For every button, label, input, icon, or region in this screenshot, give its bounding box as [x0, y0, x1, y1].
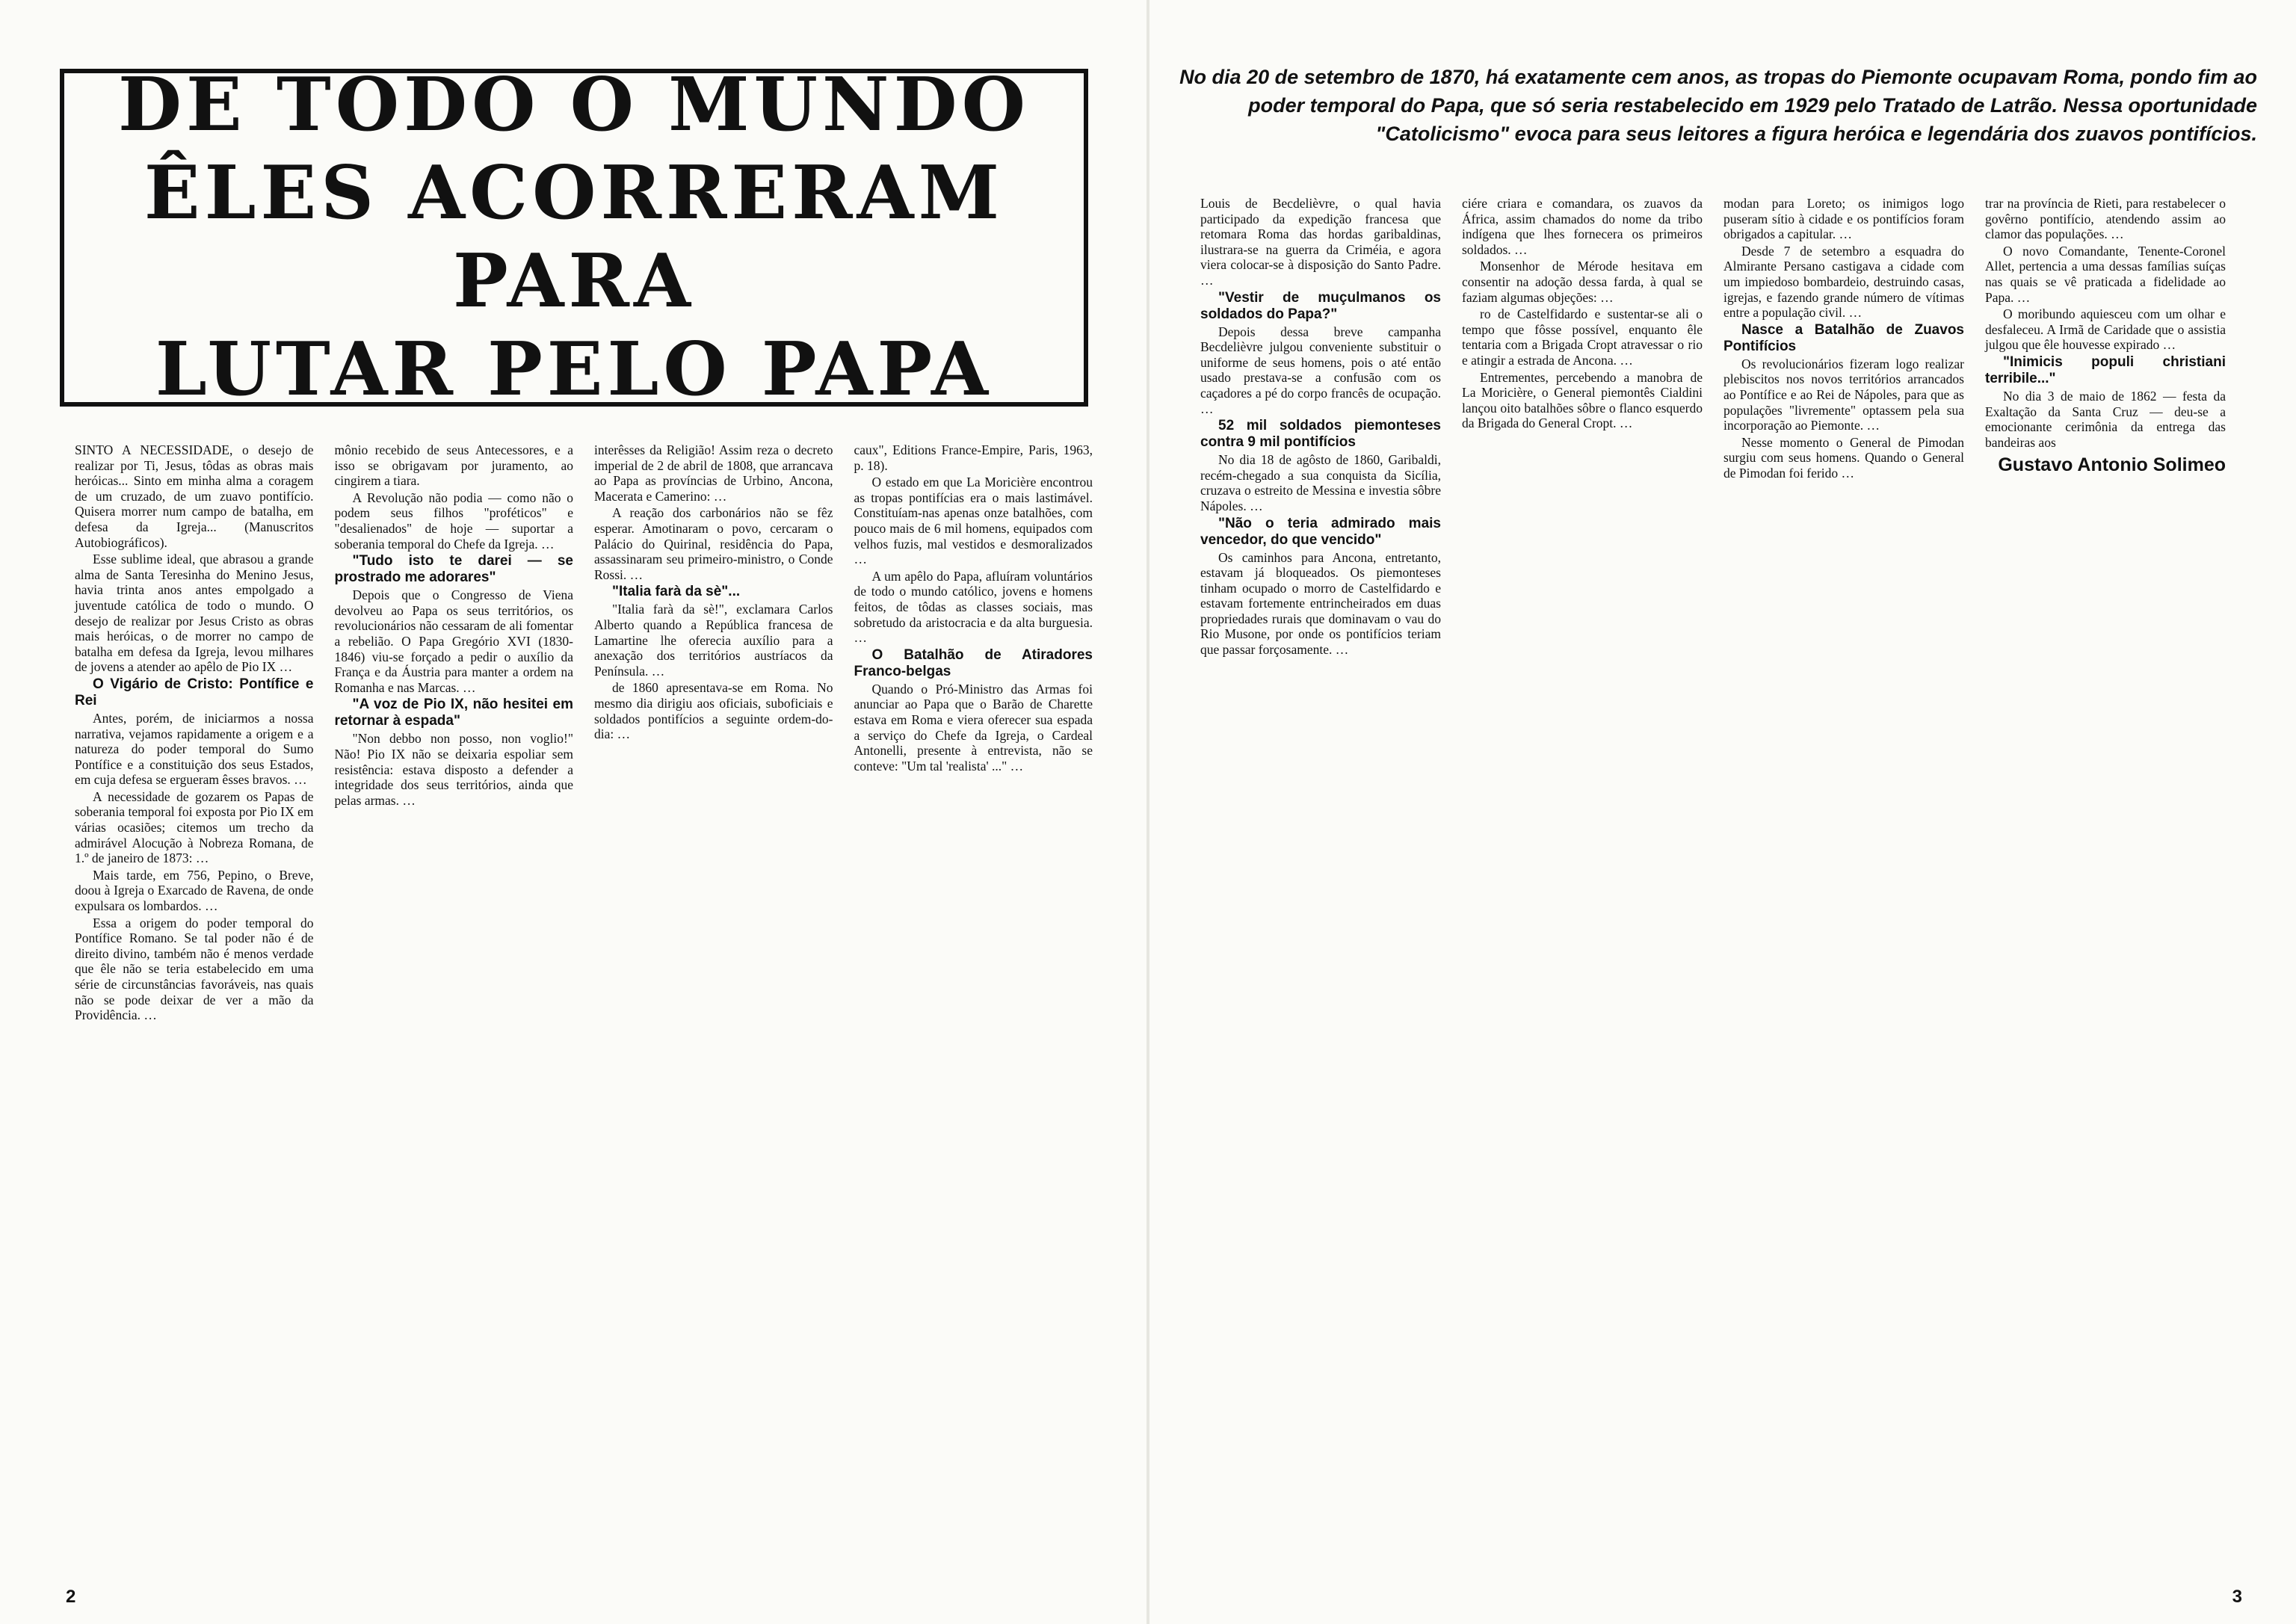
headline-line-1: DE TODO O MUNDO [118, 62, 1030, 148]
paragraph: A Revolução não podia — como não o podem seus filhos "proféticos" e "desalienados" de hoje — suportar a soberania temporal do Chefe da Igreja. … [334, 490, 573, 552]
subheading: "Tudo isto te darei — se prostrado me adorares" [334, 553, 573, 586]
paragraph: A um apêlo do Papa, afluíram voluntários de todo o mundo católico, jovens e homens feitos, de tôdas as classes sociais, mas sobretudo da aristocracia e da alta burguesia. … [854, 568, 1093, 646]
page-number-left: 2 [66, 1587, 76, 1607]
paragraph: Quando o Pró-Ministro das Armas foi anunciar ao Papa que o Barão de Charette estava em Roma e viera oferecer sua espada a serviço do Chefe da Igreja, o Cardeal Antonelli, presente à entrevista, não se conteve: "Um tal 'realista' ..." … [854, 681, 1093, 774]
subheading: "Inimicis populi christiani terribile..." [1985, 353, 2226, 386]
paragraph: Antes, porém, de iniciarmos a nossa narrativa, vejamos rapidamente a origem e a natureza do poder temporal do Sumo Pontífice e a constituição dos seus Estados, em cuja defesa se ergueram êsses bravos. … [75, 710, 314, 788]
subheading: "Vestir de muçulmanos os soldados do Papa?" [1200, 289, 1441, 322]
left-column-1 [64, 442, 324, 1578]
subheading: Nasce a Batalhão de Zuavos Pontifícios [1723, 321, 1964, 354]
intro-deck: No dia 20 de setembro de 1870, há exatamente cem anos, as tropas do Piemonte ocupavam Roma, pondo fim ao poder temporal do Papa, que só seria restabelecido em 1929 pelo Tratado de Latrão. Nessa oportunidade "Catolicismo" evoca para seus leitores a figura heróica e legendária dos zuavos pontifícios. [1179, 66, 2257, 145]
left-column-3 [584, 442, 844, 1578]
paragraph: Esse sublime ideal, que abrasou a grande alma de Santa Teresinha do Menino Jesus, havia trinta anos antes empolgado a juventude católica de todo o mundo. O desejo de realizar por Jesus Cristo as obras mais heróicas, o de morrer no campo de batalha em defesa da Igreja, levou milhares de jovens a atender ao apêlo de Pio IX … [75, 552, 314, 675]
headline-line-3: LUTAR PELO PAPA [155, 327, 993, 413]
opening-paragraph: SINTO A NECESSIDADE, o desejo de realizar por Ti, Jesus, tôdas as obras mais heróicas... Sinto em minha alma a coragem de um cruzado, de um zuavo pontifício. Quisera morrer num campo de batalha, em defesa da Igreja... (Manuscritos Autobiográficos). [75, 442, 314, 550]
author-signature: Gustavo Antonio Solimeo [1998, 454, 2226, 476]
paragraph: O novo Comandante, Tenente-Coronel Allet, pertencia a uma dessas famílias suíças nas quais se vê praticada a fidelidade ao Papa. … [1985, 243, 2226, 305]
paragraph: modan para Loreto; os inimigos logo puseram sítio à cidade e os pontifícios foram obrigados a capitular. … [1723, 196, 1964, 242]
paragraph: Essa a origem do poder temporal do Pontífice Romano. Se tal poder não é de direito divino, também não é menos verdade que êle não se teria estabelecido em uma série de circunstâncias favoráveis, nas quais não se pode deixar de ver a mão da Providência. … [75, 915, 314, 1023]
page-number-right: 3 [2232, 1587, 2242, 1607]
subheading: "Italia farà da sè"... [612, 584, 741, 600]
paragraph: O moribundo aquiesceu com um olhar e desfaleceu. A Irmã de Caridade que o assistia julgou que êle houvesse expirado … [1985, 306, 2226, 353]
left-column-4 [844, 442, 1104, 1578]
paragraph: Desde 7 de setembro a esquadra do Almirante Persano castigava a cidade com um impiedoso bombardeio, destruindo casas, igrejas, e fazendo grande número de vítimas entre a população civil. … [1723, 243, 1964, 321]
paragraph: Mais tarde, em 756, Pepino, o Breve, doou à Igreja o Exarcado de Ravena, de onde expulsara os lombardos. … [75, 867, 314, 914]
paragraph: O estado em que La Moricière encontrou as tropas pontifícias era o mais lastimável. Constituíam-nas apenas onze batalhões, com pouco mais de 6 mil homens, equipados com velhos fuzis, mal vestidos e desmoralizados … [854, 475, 1093, 567]
paragraph: Os caminhos para Ancona, entretanto, estavam já bloqueados. Os piemonteses tinham ocupado o morro de Castelfidardo e estavam fortemente entrincheirados em duas propriedades rurais que dominavam o vau do Rio Musone, por onde os pontifícios teriam que passar forçosamente. … [1200, 549, 1441, 658]
paragraph: "Italia farà da sè!", exclamara Carlos Alberto quando a República francesa de Lamartine lhe oferecia auxílio para a anexação dos territórios austríacos da Península. … [594, 602, 833, 679]
headline-line-2: ÊLES ACORRERAM PARA [144, 150, 1004, 324]
paragraph: "Non debbo non posso, non voglio!" Não! Pio IX não se deixaria espoliar sem resistência: estava disposto a defender a integridade dos seus territórios, ainda que pelas armas. … [334, 731, 573, 808]
right-column-4 [1975, 196, 2236, 1578]
paragraph: trar na província de Rieti, para restabelecer o govêrno pontifício, atendendo assim ao clamor das populações. … [1985, 196, 2226, 242]
paragraph: Nesse momento o General de Pimodan surgiu com seus homens. Quando o General de Pimodan foi ferido … [1723, 434, 1964, 481]
right-column-2 [1451, 196, 1713, 1578]
subheading: "Não o teria admirado mais vencedor, do que vencido" [1200, 515, 1441, 548]
left-body-columns [64, 442, 1103, 1578]
paragraph: Entrementes, percebendo a manobra de La Moricière, o General piemontês Cialdini lançou oito batalhões sôbre o flanco esquerdo da Brigada do General Cropt. … [1462, 369, 1703, 431]
left-column-2 [324, 442, 584, 1578]
paragraph: No dia 18 de agôsto de 1860, Garibaldi, recém-chegado a sua conquista da Sicília, cruzava o estreito de Messina e investia sôbre Nápoles. … [1200, 452, 1441, 513]
paragraph: Depois dessa breve campanha Becdelièvre julgou conveniente substituir o uniforme de seus homens, pois o até então usado prestava-se a confusão com os caçadores a pé do corpo francês de ocupação. … [1200, 324, 1441, 416]
paragraph: ciére criara e comandara, os zuavos da África, assim chamados do nome da tribo indígena que lhes fornecera os primeiros soldados. … [1462, 196, 1703, 257]
paragraph: ro de Castelfidardo e sustentar-se ali o tempo que fôsse possível, enquanto êle tentaria com a Brigada Cropt atravessar o rio e atingir a estrada de Ancona. … [1462, 306, 1703, 368]
paragraph: interêsses da Religião! Assim reza o decreto imperial de 2 de abril de 1808, que arrancava ao Papa as províncias de Urbino, Ancona, Macerata e Camerino: … [594, 442, 833, 504]
paragraph: Louis de Becdelièvre, o qual havia participado da expedição francesa que retomara Roma das hordas garibaldinas, ilustrara-se na guerra da Criméia, e agora viera colocar-se à disposição do Santo Padre. … [1200, 196, 1441, 288]
paragraph: A necessidade de gozarem os Papas de soberania temporal foi exposta por Pio IX em várias ocasiões; citemos um trecho da admirável Alocução à Nobreza Romana, de 1.º de janeiro de 1873: … [75, 788, 314, 866]
paragraph: Depois que o Congresso de Viena devolveu ao Papa os seus territórios, os revolucionários não cessaram de ali fomentar a rebelião. O Papa Gregório XVI (1830-1846) viu-se forçado a pedir o auxílio da França e da Áustria para manter a ordem na Romanha e nas Marcas. … [334, 587, 573, 695]
subheading: 52 mil soldados piemonteses contra 9 mil pontifícios [1200, 418, 1441, 451]
right-column-1 [1190, 196, 1451, 1578]
paragraph: Os revolucionários fizeram logo realizar plebiscitos nos novos territórios arrancados ao Pontífice e ao Rei de Nápoles, para que as populações "livremente" optassem pela sua incorporação ao Piemonte. … [1723, 356, 1964, 433]
paragraph: Monsenhor de Mérode hesitava em consentir na adoção dessa farda, à qual se faziam algumas objeções: … [1462, 259, 1703, 305]
paragraph: No dia 3 de maio de 1862 — festa da Exaltação da Santa Cruz — deu-se a emocionante cerimônia da entrega das bandeiras aos [1985, 388, 2226, 450]
right-body-columns [1190, 196, 2236, 1578]
paragraph: de 1860 apresentava-se em Roma. No mesmo dia dirigiu aos oficiais, suboficiais e soldados pontifícios a seguinte ordem-do-dia: … [594, 680, 833, 742]
right-column-3 [1713, 196, 1975, 1578]
subheading: O Vigário de Cristo: Pontífice e Rei [75, 676, 314, 708]
subheading: O Batalhão de Atiradores Franco-belgas [854, 646, 1093, 679]
right-page [1148, 0, 2296, 1624]
paragraph: mônio recebido de seus Antecessores, e a isso se obrigavam por juramento, ao cingirem a tiara. [334, 442, 573, 489]
subheading: "A voz de Pio IX, não hesitei em retornar à espada" [334, 697, 573, 729]
headline-box [60, 62, 1088, 413]
paragraph: A reação dos carbonários não se fêz esperar. Amotinaram o povo, cercaram o Palácio do Quirinal, residência do Papa, assassinaram seu primeiro-ministro, o Conde Rossi. … [594, 505, 833, 582]
paragraph: caux", Editions France-Empire, Paris, 1963, p. 18). [854, 442, 1093, 473]
